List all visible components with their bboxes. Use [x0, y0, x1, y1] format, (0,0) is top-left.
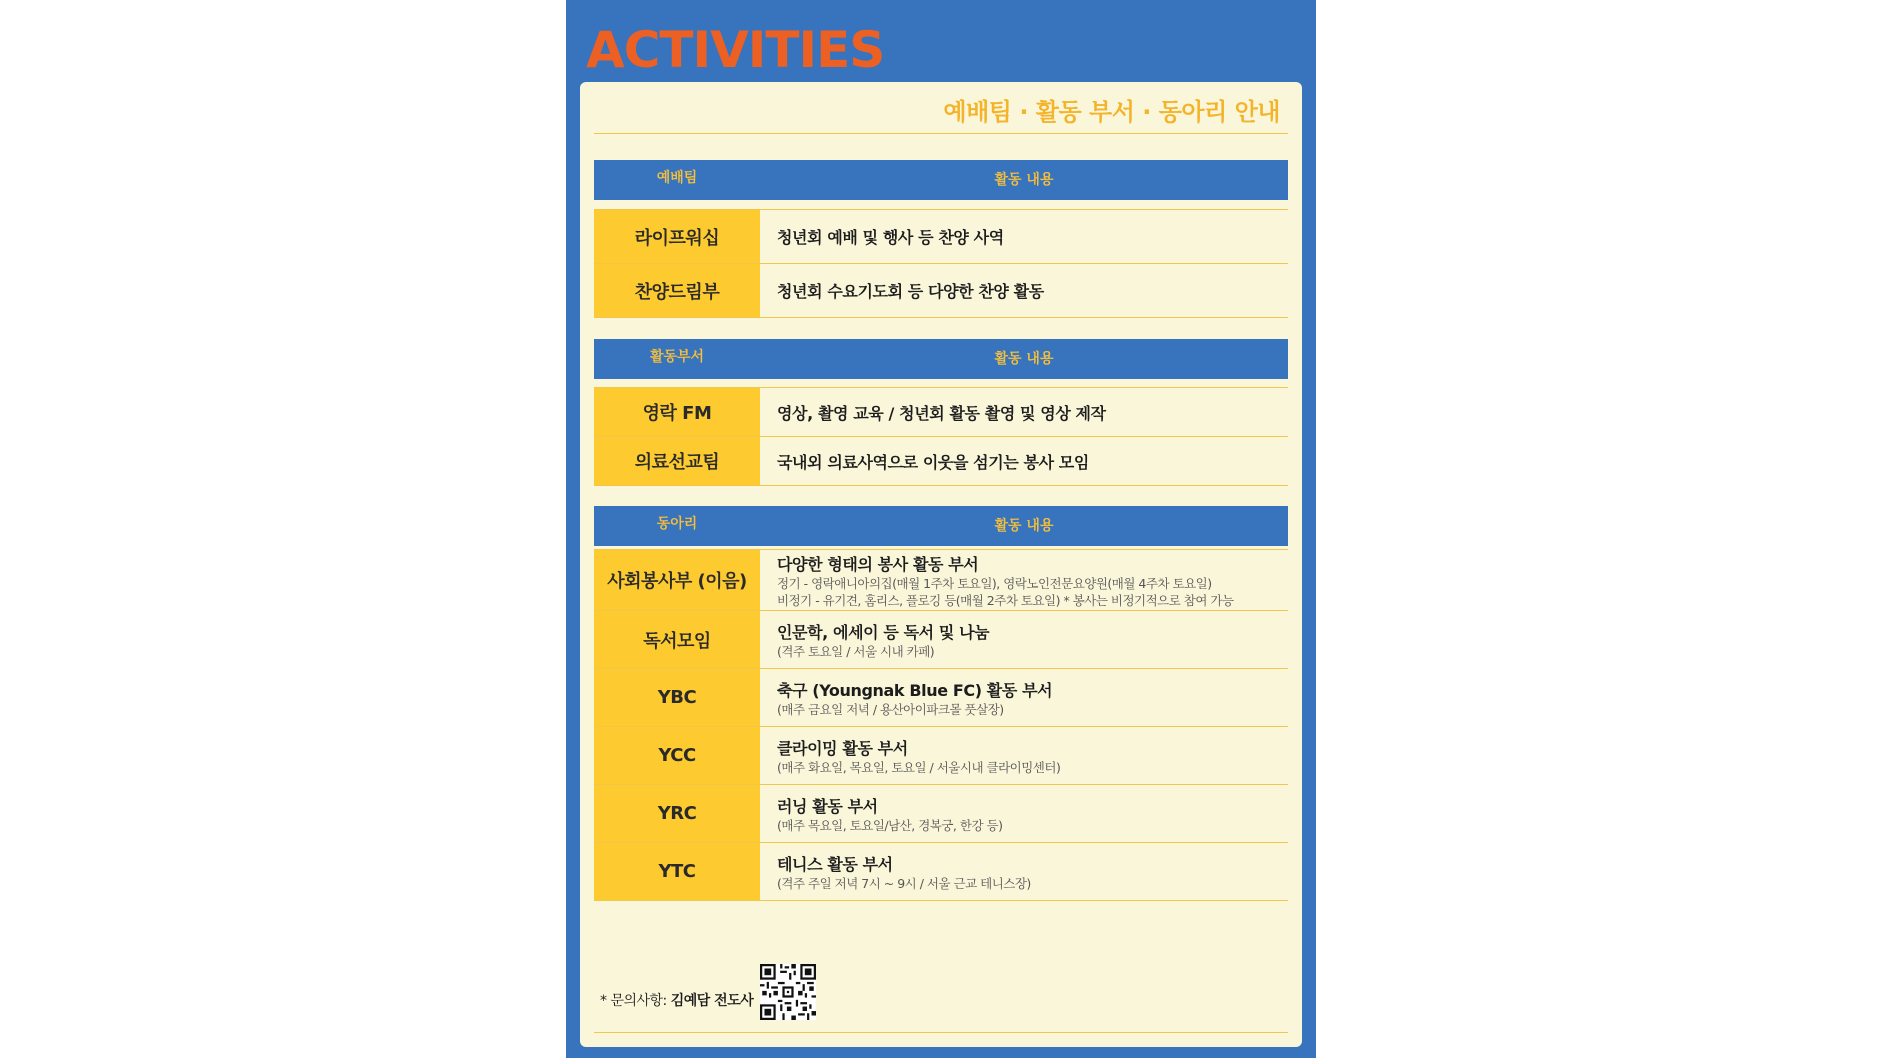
row-main-text: 러닝 활동 부서 [777, 796, 878, 816]
table-row [594, 437, 1288, 486]
table-row [594, 843, 1288, 901]
table-row [594, 388, 1288, 437]
club-table [594, 549, 1288, 901]
table-row [594, 550, 1288, 611]
info-card [580, 82, 1302, 1047]
qr-code-icon[interactable] [760, 964, 816, 1020]
card-subtitle: 예배팀 · 활동 부서 · 동아리 안내 [943, 98, 1280, 126]
row-desc [760, 843, 1288, 900]
contact-info [600, 990, 753, 1010]
table-row [594, 210, 1288, 264]
row-main-text: 청년회 예배 및 행사 등 찬양 사역 [777, 228, 1004, 247]
row-main-text: 테니스 활동 부서 [777, 854, 893, 874]
row-name: 라이프워십 [594, 210, 760, 263]
department-table [594, 387, 1288, 486]
subtitle-divider [594, 133, 1288, 134]
poster [566, 0, 1316, 1058]
table-row [594, 264, 1288, 318]
row-desc [760, 388, 1288, 436]
table-row [594, 785, 1288, 843]
contact-prefix: * 문의사항: [600, 993, 671, 1009]
worship-team-header [594, 160, 1288, 200]
row-main-text: 국내외 의료사역으로 이웃을 섬기는 봉사 모임 [777, 452, 1089, 472]
header-col-content: 활동 내용 [994, 351, 1054, 367]
club-header [594, 506, 1288, 546]
worship-team-table [594, 209, 1288, 318]
table-row [594, 727, 1288, 785]
row-desc [760, 785, 1288, 842]
row-desc [760, 210, 1288, 263]
header-col-content: 활동 내용 [994, 518, 1054, 534]
row-desc [760, 611, 1288, 668]
row-name: 의료선교팀 [594, 437, 760, 485]
row-desc [760, 669, 1288, 726]
table-row [594, 669, 1288, 727]
header-col-team: 예배팀 [656, 170, 698, 186]
row-name: YTC [594, 843, 760, 900]
row-sub-text: (격주 토요일 / 서울 시내 카페) [777, 643, 935, 659]
row-name: YBC [594, 669, 760, 726]
row-sub-text: 정기 - 영락애니아의집(매월 1주차 토요일), 영락노인전문요양원(매월 4주차 토요일) [777, 575, 1212, 591]
row-main-text: 청년회 수요기도회 등 다양한 찬양 활동 [777, 282, 1044, 301]
header-col-team: 동아리 [656, 516, 698, 532]
row-desc [760, 264, 1288, 317]
contact-name: 김예담 전도사 [670, 993, 754, 1009]
table-row [594, 611, 1288, 669]
header-col-team: 활동부서 [649, 349, 705, 365]
row-main-text: 영상, 촬영 교육 / 청년회 활동 촬영 및 영상 제작 [777, 403, 1106, 423]
row-name: 찬양드림부 [594, 264, 760, 317]
row-main-text: 클라이밍 활동 부서 [777, 738, 908, 758]
row-main-text: 다양한 형태의 봉사 활동 부서 [777, 554, 979, 574]
row-name: 독서모임 [594, 611, 760, 668]
row-main-text: 축구 (Youngnak Blue FC) 활동 부서 [777, 680, 1053, 700]
header-col-content: 활동 내용 [994, 172, 1054, 188]
bottom-divider [594, 1032, 1288, 1033]
row-sub-text: 비정기 - 유기견, 홈리스, 플로깅 등(매월 2주차 토요일) * 봉사는 비정기적으로 참여 가능 [777, 592, 1234, 608]
row-desc [760, 727, 1288, 784]
row-sub-text: (매주 목요일, 토요일/남산, 경복궁, 한강 등) [777, 817, 1003, 833]
row-name: 사회봉사부 (이음) [594, 550, 760, 610]
row-main-text: 인문학, 에세이 등 독서 및 나눔 [777, 622, 990, 642]
headline: ACTIVITIES [586, 21, 885, 79]
row-sub-text: (매주 금요일 저녁 / 용산아이파크몰 풋살장) [777, 701, 1004, 717]
row-name: YRC [594, 785, 760, 842]
row-name: YCC [594, 727, 760, 784]
row-desc [760, 437, 1288, 485]
department-header [594, 339, 1288, 379]
row-desc [760, 550, 1288, 610]
row-sub-text: (격주 주일 저녁 7시 ~ 9시 / 서울 근교 테니스장) [777, 875, 1031, 891]
row-name: 영락 FM [594, 388, 760, 436]
row-sub-text: (매주 화요일, 목요일, 토요일 / 서울시내 클라이밍센터) [777, 759, 1061, 775]
